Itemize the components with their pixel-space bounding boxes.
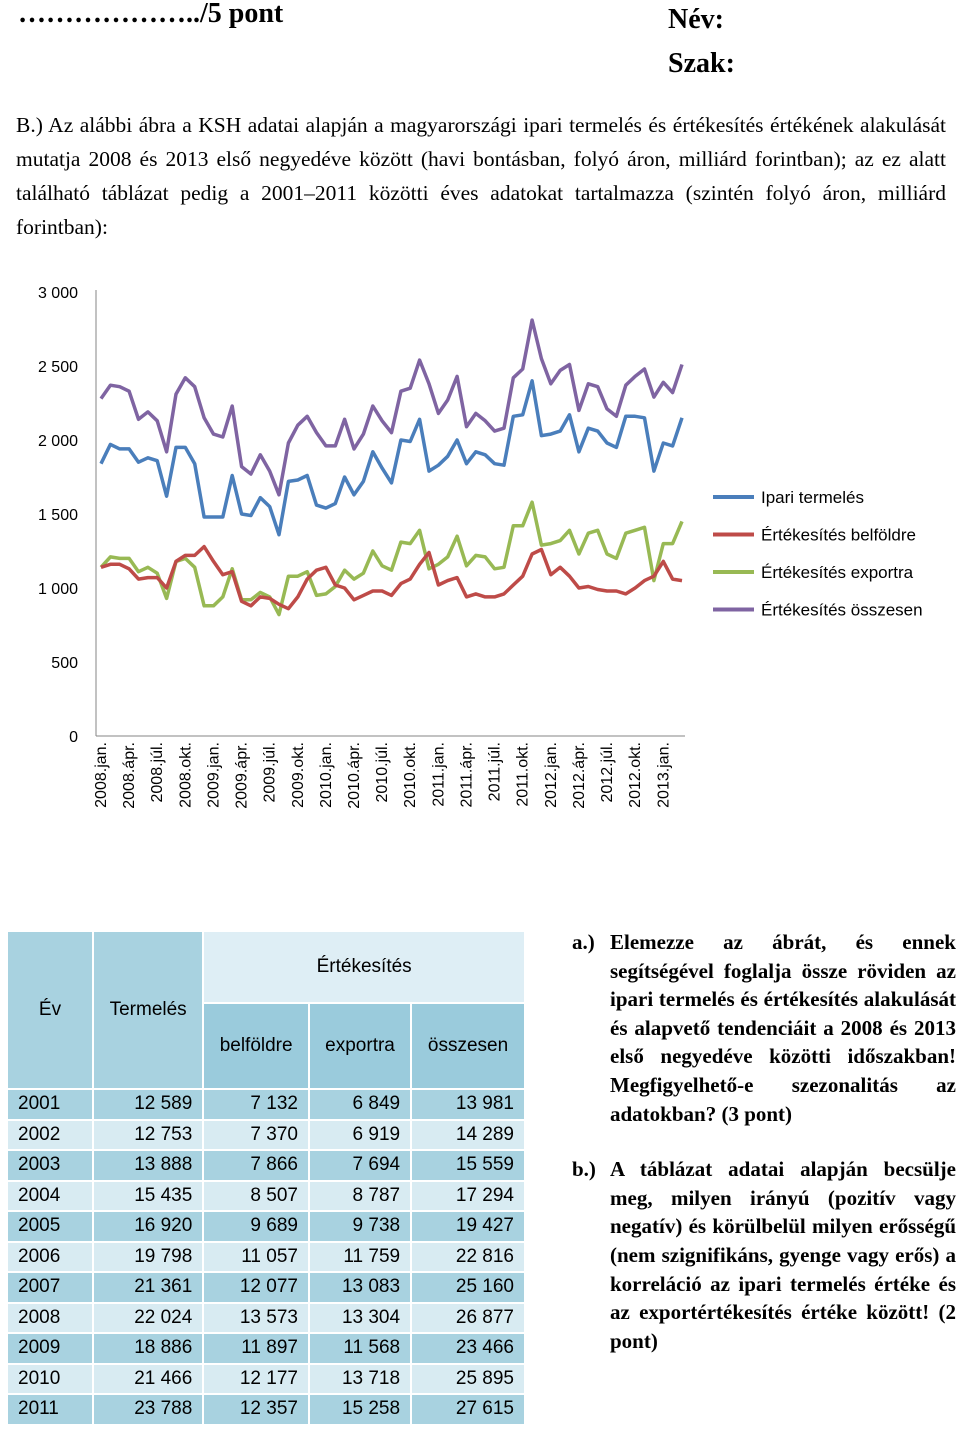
value-cell: 25 160 bbox=[411, 1272, 525, 1303]
chart-legend bbox=[713, 488, 923, 620]
series-line bbox=[101, 547, 682, 609]
y-tick-label: 500 bbox=[51, 655, 78, 672]
x-tick-label: 2009.júl. bbox=[261, 742, 279, 803]
year-cell: 2005 bbox=[7, 1211, 93, 1242]
table-row bbox=[7, 1211, 525, 1242]
legend-label: Értékesítés összesen bbox=[761, 600, 923, 620]
value-cell: 19 427 bbox=[411, 1211, 525, 1242]
task-b-text: A táblázat adatai alapján becsülje meg, milyen irányú (pozitív vagy negatív) és körülbelül milyen erősségű (nem szignifikáns, gyenge vagy erős) a korreláció az ipari termelés értéke és az exportértékesítés értéke között! (2 pont) bbox=[610, 1157, 956, 1353]
year-cell: 2004 bbox=[7, 1181, 93, 1212]
value-cell: 11 759 bbox=[309, 1242, 411, 1273]
name-label: Név: bbox=[668, 4, 724, 35]
col-header-total: összesen bbox=[411, 1003, 525, 1089]
x-tick-label: 2010.okt. bbox=[402, 742, 420, 808]
y-tick-label: 1 000 bbox=[37, 581, 78, 598]
value-cell: 16 920 bbox=[93, 1211, 203, 1242]
x-tick-label: 2010.jan. bbox=[317, 742, 335, 808]
x-tick-label: 2012.jan. bbox=[542, 742, 560, 808]
value-cell: 21 466 bbox=[93, 1364, 203, 1395]
chart-series bbox=[101, 320, 682, 614]
task-list bbox=[572, 928, 956, 1355]
year-cell: 2006 bbox=[7, 1242, 93, 1273]
value-cell: 11 897 bbox=[203, 1333, 309, 1364]
x-tick-label: 2012.ápr. bbox=[570, 742, 588, 809]
table-row bbox=[7, 1364, 525, 1395]
table-row bbox=[7, 1181, 525, 1212]
value-cell: 22 024 bbox=[93, 1303, 203, 1334]
value-cell: 11 057 bbox=[203, 1242, 309, 1273]
col-header-sales: Értékesítés bbox=[203, 931, 525, 1003]
value-cell: 15 258 bbox=[309, 1394, 411, 1425]
value-cell: 26 877 bbox=[411, 1303, 525, 1334]
value-cell: 13 981 bbox=[411, 1089, 525, 1120]
value-cell: 17 294 bbox=[411, 1181, 525, 1212]
x-tick-label: 2009.ápr. bbox=[233, 742, 251, 809]
x-tick-label: 2012.okt. bbox=[627, 742, 645, 808]
year-cell: 2003 bbox=[7, 1150, 93, 1181]
x-axis-ticks bbox=[93, 742, 672, 809]
x-tick-label: 2011.júl. bbox=[486, 742, 504, 802]
value-cell: 7 866 bbox=[203, 1150, 309, 1181]
x-tick-label: 2010.ápr. bbox=[346, 742, 364, 809]
value-cell: 13 083 bbox=[309, 1272, 411, 1303]
value-cell: 18 886 bbox=[93, 1333, 203, 1364]
x-tick-label: 2008.jan. bbox=[93, 742, 110, 808]
x-tick-label: 2009.okt. bbox=[289, 742, 307, 808]
value-cell: 25 895 bbox=[411, 1364, 525, 1395]
table-row bbox=[7, 1333, 525, 1364]
points-field: ………………../5 pont bbox=[18, 0, 284, 29]
value-cell: 13 304 bbox=[309, 1303, 411, 1334]
x-tick-label: 2008.júl. bbox=[149, 742, 167, 803]
series-line bbox=[101, 381, 682, 535]
value-cell: 12 177 bbox=[203, 1364, 309, 1395]
col-header-export: exportra bbox=[309, 1003, 411, 1089]
table-row bbox=[7, 1272, 525, 1303]
legend-label: Értékesítés belföldre bbox=[761, 525, 916, 545]
value-cell: 9 738 bbox=[309, 1211, 411, 1242]
col-header-production: Termelés bbox=[93, 931, 203, 1089]
col-header-year: Év bbox=[7, 931, 93, 1089]
table-row bbox=[7, 1242, 525, 1273]
value-cell: 8 507 bbox=[203, 1181, 309, 1212]
x-tick-label: 2009.jan. bbox=[205, 742, 223, 808]
value-cell: 23 466 bbox=[411, 1333, 525, 1364]
year-cell: 2008 bbox=[7, 1303, 93, 1334]
value-cell: 7 370 bbox=[203, 1120, 309, 1151]
value-cell: 12 077 bbox=[203, 1272, 309, 1303]
value-cell: 12 753 bbox=[93, 1120, 203, 1151]
y-axis-ticks bbox=[38, 285, 78, 746]
y-tick-label: 3 000 bbox=[37, 285, 78, 302]
y-tick-label: 2 000 bbox=[37, 433, 78, 450]
series-line bbox=[101, 320, 682, 495]
value-cell: 12 589 bbox=[93, 1089, 203, 1120]
value-cell: 6 919 bbox=[309, 1120, 411, 1151]
value-cell: 14 289 bbox=[411, 1120, 525, 1151]
task-b bbox=[572, 1155, 956, 1355]
y-tick-label: 0 bbox=[69, 729, 78, 746]
table-row bbox=[7, 1120, 525, 1151]
value-cell: 27 615 bbox=[411, 1394, 525, 1425]
value-cell: 6 849 bbox=[309, 1089, 411, 1120]
annual-data-table bbox=[6, 930, 526, 1426]
table-row bbox=[7, 1150, 525, 1181]
task-a-text: Elemezze az ábrát, és ennek segítségével foglalja össze röviden az ipari termelés és értékesítés alakulását és alapvető tendenciáit a 2008 és 2013 első negyedéve közötti időszakban! Megfigyelhető-e szezonalitás az adatokban? (3 pont) bbox=[610, 930, 956, 1126]
value-cell: 8 787 bbox=[309, 1181, 411, 1212]
task-a-label: a.) bbox=[572, 930, 595, 954]
value-cell: 22 816 bbox=[411, 1242, 525, 1273]
value-cell: 23 788 bbox=[93, 1394, 203, 1425]
x-tick-label: 2008.okt. bbox=[177, 742, 195, 808]
year-cell: 2011 bbox=[7, 1394, 93, 1425]
y-tick-label: 2 500 bbox=[37, 359, 78, 376]
year-cell: 2007 bbox=[7, 1272, 93, 1303]
x-tick-label: 2011.okt. bbox=[514, 742, 532, 807]
value-cell: 7 694 bbox=[309, 1150, 411, 1181]
year-cell: 2001 bbox=[7, 1089, 93, 1120]
legend-label: Értékesítés exportra bbox=[761, 563, 914, 582]
x-tick-label: 2008.ápr. bbox=[121, 742, 139, 809]
col-header-domestic: belföldre bbox=[203, 1003, 309, 1089]
task-a bbox=[572, 928, 956, 1128]
value-cell: 15 435 bbox=[93, 1181, 203, 1212]
x-tick-label: 2010.júl. bbox=[374, 742, 392, 803]
table-row bbox=[7, 1303, 525, 1334]
value-cell: 21 361 bbox=[93, 1272, 203, 1303]
value-cell: 13 573 bbox=[203, 1303, 309, 1334]
year-cell: 2009 bbox=[7, 1333, 93, 1364]
value-cell: 19 798 bbox=[93, 1242, 203, 1273]
year-cell: 2010 bbox=[7, 1364, 93, 1395]
table-row bbox=[7, 1394, 525, 1425]
task-b-label: b.) bbox=[572, 1157, 596, 1182]
year-cell: 2002 bbox=[7, 1120, 93, 1151]
legend-label: Ipari termelés bbox=[761, 488, 864, 507]
value-cell: 13 718 bbox=[309, 1364, 411, 1395]
y-tick-label: 1 500 bbox=[37, 507, 78, 524]
value-cell: 7 132 bbox=[203, 1089, 309, 1120]
intro-paragraph: B.) Az alábbi ábra a KSH adatai alapján a magyarországi ipari termelés és értékesítés értékének alakulását mutatja 2008 és 2013 első negyedéve között (havi bontásban, folyó áron, milliárd forintban); az ez alatt található táblázat pedig a 2001–2011 közötti éves adatokat tartalmazza (szintén folyó áron, milliárd forintban): bbox=[16, 113, 946, 239]
x-tick-label: 2011.jan. bbox=[430, 742, 448, 807]
x-tick-label: 2012.júl. bbox=[599, 742, 617, 803]
major-label: Szak: bbox=[668, 48, 735, 79]
series-line bbox=[101, 502, 682, 614]
value-cell: 15 559 bbox=[411, 1150, 525, 1181]
value-cell: 11 568 bbox=[309, 1333, 411, 1364]
x-tick-label: 2011.ápr. bbox=[458, 742, 476, 808]
value-cell: 13 888 bbox=[93, 1150, 203, 1181]
table-row bbox=[7, 1089, 525, 1120]
value-cell: 12 357 bbox=[203, 1394, 309, 1425]
x-tick-label: 2013.jan. bbox=[655, 742, 673, 808]
value-cell: 9 689 bbox=[203, 1211, 309, 1242]
